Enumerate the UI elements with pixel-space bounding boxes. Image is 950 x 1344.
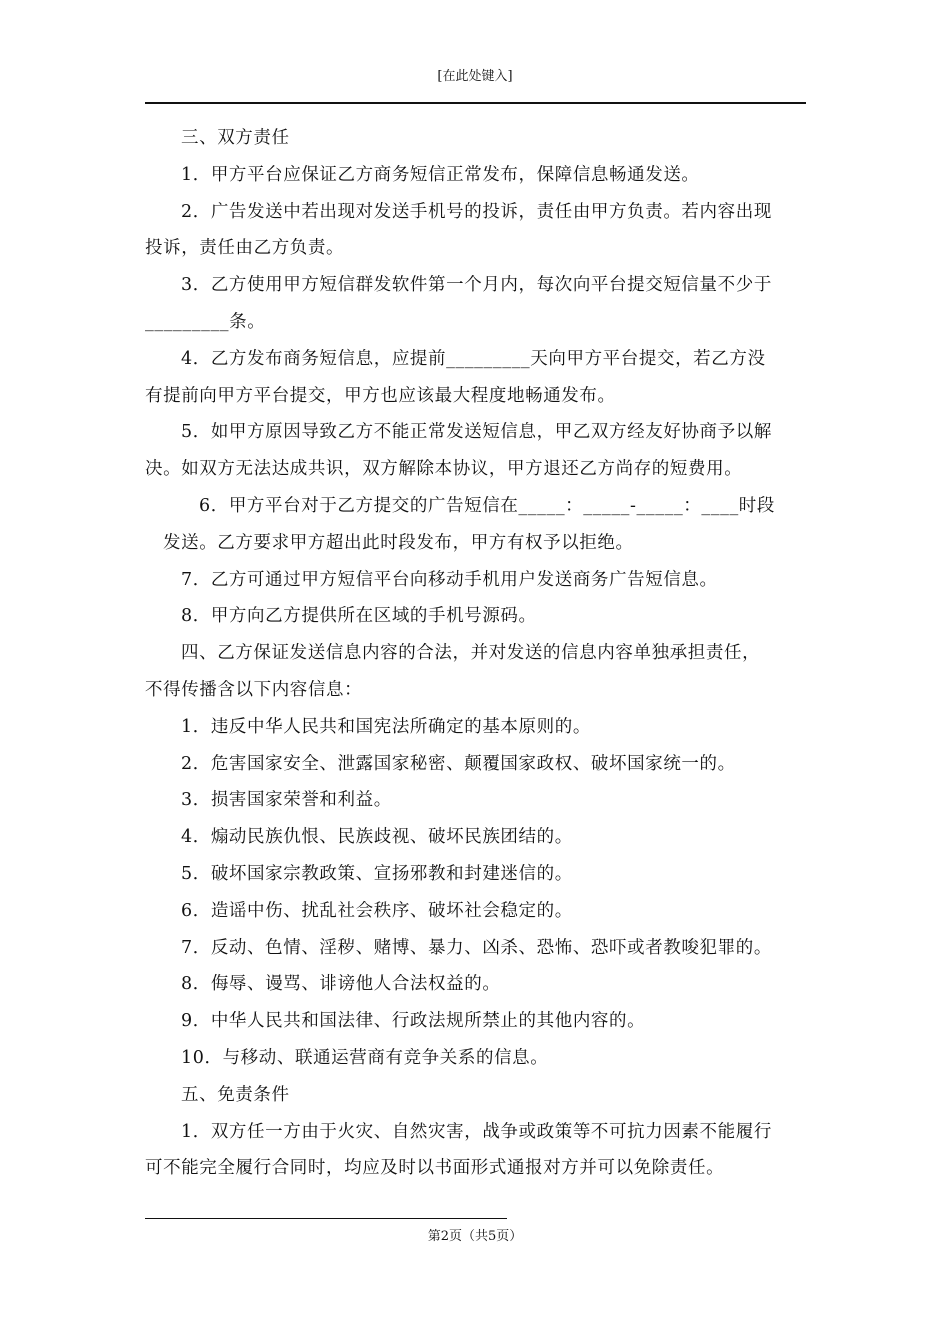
list-item: 6．造谣中伤、扰乱社会秩序、破坏社会稳定的。 [181, 900, 573, 921]
paragraph-line: 1．双方任一方由于火灾、自然灾害，战争或政策等不可抗力因素不能履行 [181, 1121, 772, 1142]
list-item: 1．违反中华人民共和国宪法所确定的基本原则的。 [181, 716, 591, 737]
paragraph-line: 4．乙方发布商务短信息，应提前_________天向甲方平台提交，若乙方没 [181, 348, 766, 369]
header-divider [145, 102, 806, 104]
list-item: 8．侮辱、谩骂、诽谤他人合法权益的。 [181, 974, 501, 995]
list-item: 7．反动、色情、淫秽、赌博、暴力、凶杀、恐怖、恐吓或者教唆犯罪的。 [181, 937, 772, 958]
paragraph-line: 有提前向甲方平台提交，甲方也应该最大程度地畅通发布。 [145, 385, 616, 406]
paragraph-line: 3．乙方使用甲方短信群发软件第一个月内，每次向平台提交短信量不少于 [181, 275, 772, 296]
paragraph-line: _________条。 [145, 311, 266, 332]
paragraph-line: 不得传播含以下内容信息： [145, 679, 363, 700]
footer-divider [145, 1218, 507, 1219]
list-item: 10．与移动、联通运营商有竞争关系的信息。 [181, 1047, 549, 1068]
paragraph-line: 8．甲方向乙方提供所在区域的手机号源码。 [181, 606, 537, 627]
document-body [145, 120, 806, 1187]
list-item: 4．煽动民族仇恨、民族歧视、破坏民族团结的。 [181, 827, 573, 848]
section-heading: 三、双方责任 [181, 128, 290, 148]
paragraph-line: 1．甲方平台应保证乙方商务短信正常发布，保障信息畅通发送。 [181, 164, 700, 185]
paragraph-line: 5．如甲方原因导致乙方不能正常发送短信息，甲乙双方经友好协商予以解 [181, 422, 772, 443]
paragraph-line: 6．甲方平台对于乙方提交的广告短信在_____：_____-_____：____时段 [199, 495, 775, 516]
list-item: 2．危害国家安全、泄露国家秘密、颠覆国家政权、破坏国家统一的。 [181, 753, 736, 774]
paragraph-line: 决。如双方无法达成共识，双方解除本协议，甲方退还乙方尚存的短费用。 [145, 459, 743, 480]
paragraph-line: 投诉，责任由乙方负责。 [145, 238, 345, 259]
section-heading: 五、免责条件 [181, 1084, 290, 1105]
list-item: 3．损害国家荣誉和利益。 [181, 790, 392, 811]
list-item: 5．破坏国家宗教政策、宣扬邪教和封建迷信的。 [181, 863, 573, 884]
paragraph-line: 发送。乙方要求甲方超出此时段发布，甲方有权予以拒绝。 [163, 532, 634, 553]
paragraph-line: 7．乙方可通过甲方短信平台向移动手机用户发送商务广告短信息。 [181, 569, 718, 590]
page-number: 第2页（共5页） [427, 1229, 523, 1244]
list-item: 9．中华人民共和国法律、行政法规所禁止的其他内容的。 [181, 1011, 646, 1032]
section-heading: 四、乙方保证发送信息内容的合法，并对发送的信息内容单独承担责任， [181, 643, 761, 664]
paragraph-line: 2．广告发送中若出现对发送手机号的投诉，责任由甲方负责。若内容出现 [181, 201, 772, 222]
paragraph-line: 可不能完全履行合同时，均应及时以书面形式通报对方并可以免除责任。 [145, 1158, 725, 1179]
page-header: [在此处键入] [437, 69, 513, 84]
